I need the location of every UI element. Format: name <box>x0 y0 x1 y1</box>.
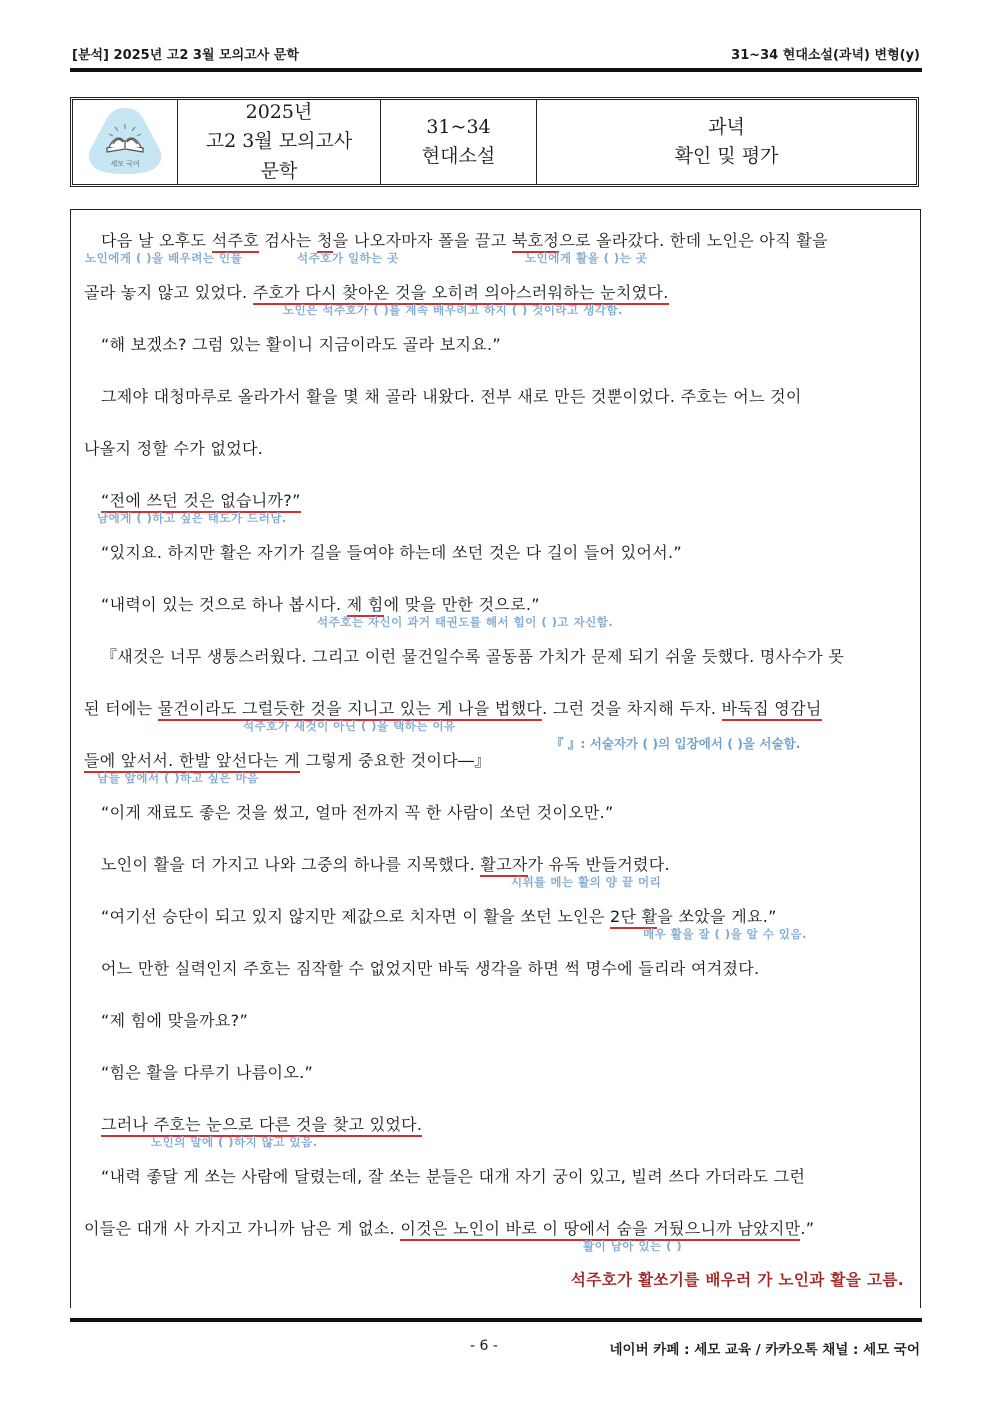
text-run: 을 쏘았을 게요.” <box>657 907 777 926</box>
passage-line: 나올지 정할 수가 없었다. <box>84 439 264 458</box>
range-cell <box>381 100 537 184</box>
annotation-note: 남에게 ( )하고 싶은 태도가 드러남. <box>97 511 287 525</box>
underlined-text: 2단 활 <box>610 907 657 929</box>
annotation-note: 노인은 석주호가 ( )를 계속 배우려고 하지 ( ) 것이라고 생각함. <box>283 303 623 317</box>
genre: 현대소설 <box>421 145 496 167</box>
annotation-note: 노인에게 ( )을 배우려는 인물 <box>85 251 243 265</box>
passage-line <box>101 1112 422 1135</box>
passage-line <box>101 228 828 251</box>
underlined-text: 제 힘 <box>347 595 384 617</box>
book-logo-icon <box>85 102 165 182</box>
text-run: 검사는 <box>258 231 318 250</box>
text-run: 골라 놓지 않고 있었다. <box>84 283 253 302</box>
annotation-note: 활이 남아 있는 ( ) <box>583 1239 683 1253</box>
passage-line: 『새것은 너무 생퉁스러웠다. 그리고 이런 물건일수록 골동품 가치가 문제 되기 쉬울 듯했다. 명사수가 못 <box>101 647 845 666</box>
passage-line: “제 힘에 맞을까요?” <box>101 1011 249 1030</box>
passage-line: “있지요. 하지만 활은 자기가 길을 들여야 하는데 쏘던 것은 다 길이 들어 있어서.” <box>101 543 683 562</box>
header-rule <box>70 68 922 72</box>
annotation-note: 석주호가 일하는 곳 <box>297 251 399 265</box>
passage-line: 어느 만한 실력인지 주호는 짐작할 수 없었지만 바둑 생각을 하면 썩 명수에 들리라 여겨졌다. <box>101 959 760 978</box>
underlined-text: 활고자 <box>480 855 527 877</box>
underlined-text: 북호정 <box>512 231 559 253</box>
exam-name: 고2 3월 모의고사 <box>205 130 353 153</box>
passage-line: “힘은 활을 다루기 나름이오.” <box>101 1063 314 1082</box>
annotation-note: 매우 활을 잘 ( )을 알 수 있음. <box>643 927 807 941</box>
annotation-note: 노인의 말에 ( )하지 않고 있음. <box>151 1135 318 1149</box>
work-title: 과녁 <box>708 115 745 138</box>
annotation-note: 노인에게 활을 ( )는 곳 <box>525 251 648 265</box>
section-title: 확인 및 평가 <box>674 145 779 167</box>
footer-rule <box>70 1318 922 1322</box>
passage-line <box>101 904 777 927</box>
text-run: 된 터에는 <box>84 699 158 718</box>
text-run: 다음 날 오후도 <box>101 231 212 250</box>
annotation-note: 『 』: 서술자가 ( )의 입장에서 ( )을 서술함. <box>551 736 801 751</box>
passage-line <box>101 852 670 875</box>
text-run: 가 유독 반들거렸다. <box>527 855 670 874</box>
text-run: . 그런 것을 차지해 두자. <box>542 699 722 718</box>
underlined-text: 이것은 노인이 바로 이 땅에서 숨을 거뒀으니까 남았지만 <box>400 1219 800 1241</box>
underlined-text: 물건이라도 그럴듯한 것을 지니고 있는 게 나을 법했다 <box>158 699 542 721</box>
underlined-text: 청 <box>317 231 333 253</box>
exam-subject: 문학 <box>260 159 298 182</box>
text-run: “여기선 승단이 되고 있지 않지만 제값으로 치자면 이 활을 쏘던 노인은 <box>101 907 611 926</box>
text-run: “내력이 있는 것으로 하나 봅시다. <box>101 595 347 614</box>
passage-line <box>84 696 822 719</box>
passage-line: 그제야 대청마루로 올라가서 활을 몇 채 골라 내왔다. 전부 새로 만든 것뿐이었다. 주호는 어느 것이 <box>101 387 802 406</box>
page-number: - 6 - <box>470 1338 498 1354</box>
passage-line: “이게 재료도 좋은 것을 썼고, 얼마 전까지 꼭 한 사람이 쏘던 것이오만.” <box>101 803 614 822</box>
passage-line <box>101 488 301 511</box>
passage-summary: 석주호가 활쏘기를 배우러 가 노인과 활을 고름. <box>570 1271 904 1289</box>
annotation-note: 남들 앞에서 ( )하고 싶은 마음 <box>97 771 259 785</box>
passage-line <box>101 592 540 615</box>
underlined-text: 바둑집 영감님 <box>722 699 822 721</box>
exam-cell <box>178 100 381 184</box>
header-left-title: [분석] 2025년 고2 3월 모의고사 문학 <box>72 48 299 63</box>
header-right-title: 31~34 현대소설(과녁) 변형(y) <box>731 48 920 63</box>
underlined-text: 주호가 다시 찾아온 것을 오히려 의아스러워하는 눈치였다. <box>253 283 669 305</box>
footer-channel-info: 네이버 카페 : 세모 교육 / 카카오톡 채널 : 세모 국어 <box>609 1342 920 1358</box>
underlined-text: “전에 쓰던 것은 없습니까?” <box>101 491 301 513</box>
underlined-text: 석주호 <box>212 231 259 253</box>
underlined-text: 들에 앞서서. 한발 앞선다는 게 <box>84 751 300 773</box>
logo-cell <box>73 100 178 184</box>
underlined-text: 그러나 주호는 눈으로 다른 것을 찾고 있었다. <box>101 1115 422 1137</box>
question-range: 31~34 <box>426 115 491 138</box>
annotation-note: 시위를 메는 활의 양 끝 머리 <box>511 875 662 889</box>
annotation-note: 석주호가 새것이 아닌 ( )을 택하는 이유 <box>243 719 456 733</box>
passage-line: “해 보겠소? 그럼 있는 활이니 지금이라도 골라 보지요.” <box>101 335 501 354</box>
text-run: 노인이 활을 더 가지고 나와 그중의 하나를 지목했다. <box>101 855 481 874</box>
passage-line <box>84 280 669 303</box>
topic-cell <box>537 100 916 184</box>
passage-line: “내력 좋달 게 쏘는 사람에 달렸는데, 잘 쏘는 분들은 대개 자기 궁이 있고, 빌려 쓰다 가더라도 그런 <box>101 1167 806 1186</box>
text-run: .” <box>800 1219 815 1238</box>
passage-box <box>70 209 921 1308</box>
text-run: 그렇게 중요한 것이다―』 <box>300 751 491 770</box>
passage-line <box>84 748 491 771</box>
text-run: 을 나오자마자 폴을 끌고 <box>332 231 512 250</box>
text-run: 에 맞을 만한 것으로.” <box>383 595 540 614</box>
exam-year: 2025년 <box>245 100 313 123</box>
info-table <box>70 97 919 187</box>
text-run: 으로 올라갔다. 한데 노인은 아직 활을 <box>559 231 828 250</box>
annotation-note: 석주호는 자신이 과거 태권도를 해서 힘이 ( )고 자신함. <box>317 615 614 629</box>
text-run: 이들은 대개 사 가지고 가니까 남은 게 없소. <box>84 1219 401 1238</box>
passage-line <box>84 1216 814 1239</box>
logo-caption: 세모 국어 <box>110 160 140 168</box>
